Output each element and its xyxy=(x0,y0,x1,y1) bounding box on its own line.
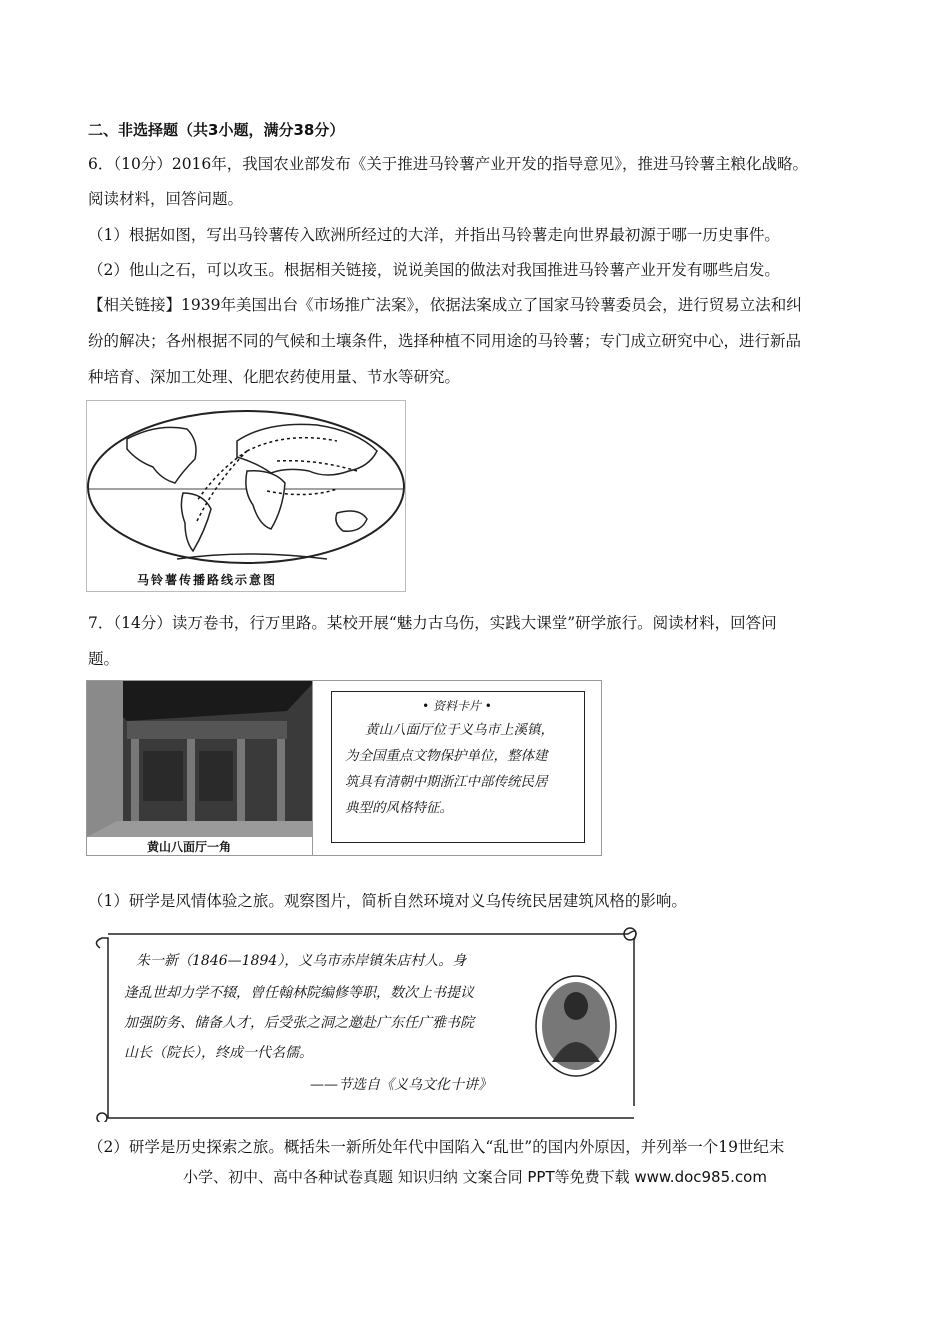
biography-line2: 逢乱世却力学不辍，曾任翰林院编修等职，数次上书提议 xyxy=(124,985,474,1001)
map-caption: 马铃薯传播路线示意图 xyxy=(137,573,278,587)
data-card-line2: 为全国重点文物保护单位，整体建 xyxy=(345,748,548,764)
section-title: 二、非选择题（共3小题，满分38分） xyxy=(88,121,345,139)
page-footer: 小学、初中、高中各种试卷真题 知识归纳 文案合同 PPT等免费下载 www.doc985.com xyxy=(183,1168,767,1186)
hall-photo xyxy=(86,680,316,856)
q6-sub2: （2）他山之石，可以攻玉。根据相关链接，说说美国的做法对我国推进马铃薯产业开发有哪些启发。 xyxy=(88,261,780,279)
q6-stem-line1: 6．（10分）2016年，我国农业部发布《关于推进马铃薯产业开发的指导意见》，推进马铃薯主粮化战略。 xyxy=(88,155,809,173)
biography-source: ——节选自《义乌文化十讲》 xyxy=(310,1077,492,1093)
q7-sub1: （1）研学是风情体验之旅。观察图片，简析自然环境对义乌传统民居建筑风格的影响。 xyxy=(88,892,687,910)
q6-link-line3: 种培育、深加工处理、化肥农药使用量、节水等研究。 xyxy=(88,368,461,386)
biography-line1: 朱一新（1846—1894），义乌市赤岸镇朱店村人。身 xyxy=(136,953,467,969)
world-map-drawing xyxy=(87,401,405,591)
biography-line3: 加强防务、储备人才，后受张之洞之邀赴广东任广雅书院 xyxy=(124,1015,474,1031)
biography-line4: 山长（院长），终成一代名儒。 xyxy=(124,1045,313,1061)
q6-link-line2: 纷的解决；各州根据不同的气候和土壤条件，选择种植不同用途的马铃薯；专门成立研究中心，进行新品 xyxy=(88,332,802,350)
hall-photo-image xyxy=(87,681,315,837)
biography-scroll xyxy=(88,922,648,1122)
data-card-title: • 资料卡片 • xyxy=(422,699,492,713)
data-card-line4: 典型的风格特征。 xyxy=(345,800,453,816)
q7-stem-line1: 7．（14分）读万卷书，行万里路。某校开展“魅力古乌伤，实践大课堂”研学旅行。阅读材料，回答问 xyxy=(88,614,777,632)
q7-stem-line2: 题。 xyxy=(88,650,120,668)
data-card-line1: 黄山八面厅位于义乌市上溪镇， xyxy=(365,722,554,738)
q6-stem-line2: 阅读材料，回答问题。 xyxy=(88,190,244,208)
photo-caption: 黄山八面厅一角 xyxy=(147,840,232,854)
potato-route-map xyxy=(86,400,406,592)
q7-sub2: （2）研学是历史探索之旅。概括朱一新所处年代中国陷入“乱世”的国内外原因，并列举一个19世纪末 xyxy=(88,1138,785,1156)
q6-sub1: （1）根据如图，写出马铃薯传入欧洲所经过的大洋，并指出马铃薯走向世界最初源于哪一历史事件。 xyxy=(88,226,780,244)
data-card-line3: 筑具有清朝中期浙江中部传统民居 xyxy=(345,774,548,790)
q6-link-line1: 【相关链接】1939年美国出台《市场推广法案》，依据法案成立了国家马铃薯委员会，进行贸易立法和纠 xyxy=(88,296,802,314)
data-card xyxy=(312,680,602,856)
